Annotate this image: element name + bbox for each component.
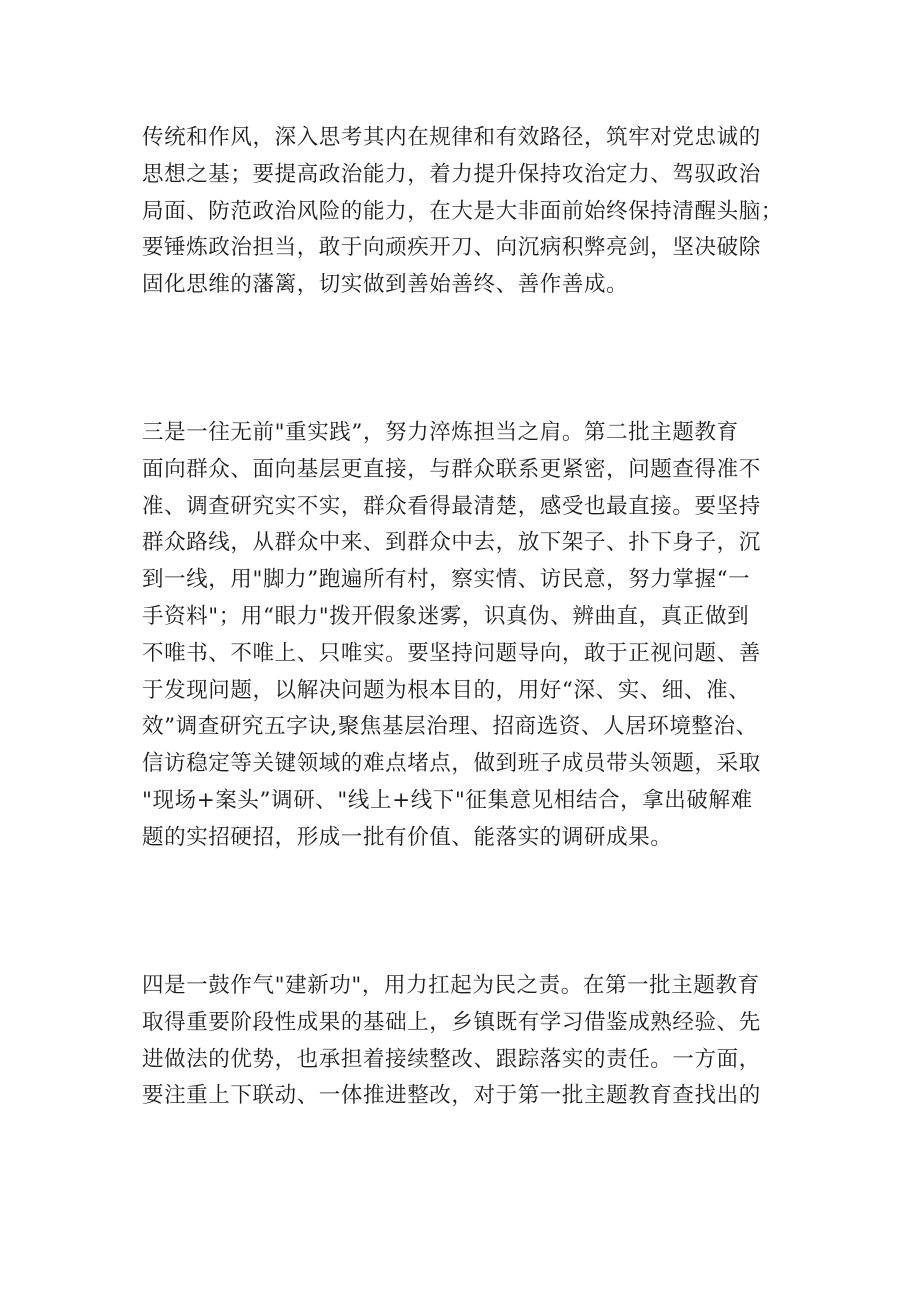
paragraph-political-ability (142, 120, 802, 304)
text-line: 准、调查研究实不实，群众看得最清楚，感受也最直接。要坚持 (142, 493, 761, 519)
text-line: 要锤炼政治担当，敢于向顽疾开刀、向沉病积弊亮剑，坚决破除 (142, 235, 761, 261)
text-line: 不唯书、不唯上、只唯实。要坚持问题导向，敢于正视问题、善 (142, 640, 761, 666)
text-line: 题的实招硬招，形成一批有价值、能落实的调研成果。 (142, 824, 673, 850)
text-line: 固化思维的藩篱，切实做到善始善终、善作善成。 (142, 272, 629, 298)
text-line: 取得重要阶段性成果的基础上，乡镇既有学习借鉴成熟经验、先 (142, 1009, 761, 1035)
text-line: 要注重上下联动、一体推进整改，对于第一批主题教育查找出的 (142, 1083, 761, 1109)
paragraph-practice (142, 415, 802, 857)
text-line: 四是一鼓作气"建新功"，用力扛起为民之责。在第一批主题教育 (142, 973, 760, 998)
text-line: 手资料"；用“眼力"拨开假象迷雾，识真伪、辨曲直，真正做到 (142, 603, 750, 629)
text-line: 效”调查研究五字诀,聚焦基层治理、招商选资、人居环境整治、 (142, 714, 758, 740)
text-line: 于发现问题，以解决问题为根本目的，用好“深、实、细、准、 (142, 677, 751, 703)
paragraph-new-achievements (142, 968, 802, 1115)
text-line: "现场+案头”调研、"线上+线下"征集意见相结合，拿出破解难 (142, 787, 753, 813)
text-line: 到一线，用"脚力”跑遍所有村，察实情、访民意，努力掌握“一 (142, 567, 751, 593)
text-line: 三是一往无前"重实践”，努力淬炼担当之肩。第二批主题教育 (142, 420, 739, 445)
text-line: 思想之基；要提高政治能力，着力提升保持攻治定力、驾驭政治 (142, 161, 761, 187)
text-line: 进做法的优势，也承担着接续整改、跟踪落实的责任。一方面， (142, 1046, 761, 1072)
text-line: 信访稳定等关键领域的难点堵点，做到班子成员带头领题，采取 (142, 751, 761, 777)
text-line: 面向群众、面向基层更直接，与群众联系更紧密，问题查得准不 (142, 456, 761, 482)
text-line: 传统和作风，深入思考其内在规律和有效路径，筑牢对党忠诚的 (142, 125, 761, 150)
text-line: 群众路线，从群众中来、到群众中去，放下架子、扑下身子，沉 (142, 530, 761, 556)
text-line: 局面、防范政治风险的能力，在大是大非面前始终保持清醒头脑； (142, 198, 783, 224)
